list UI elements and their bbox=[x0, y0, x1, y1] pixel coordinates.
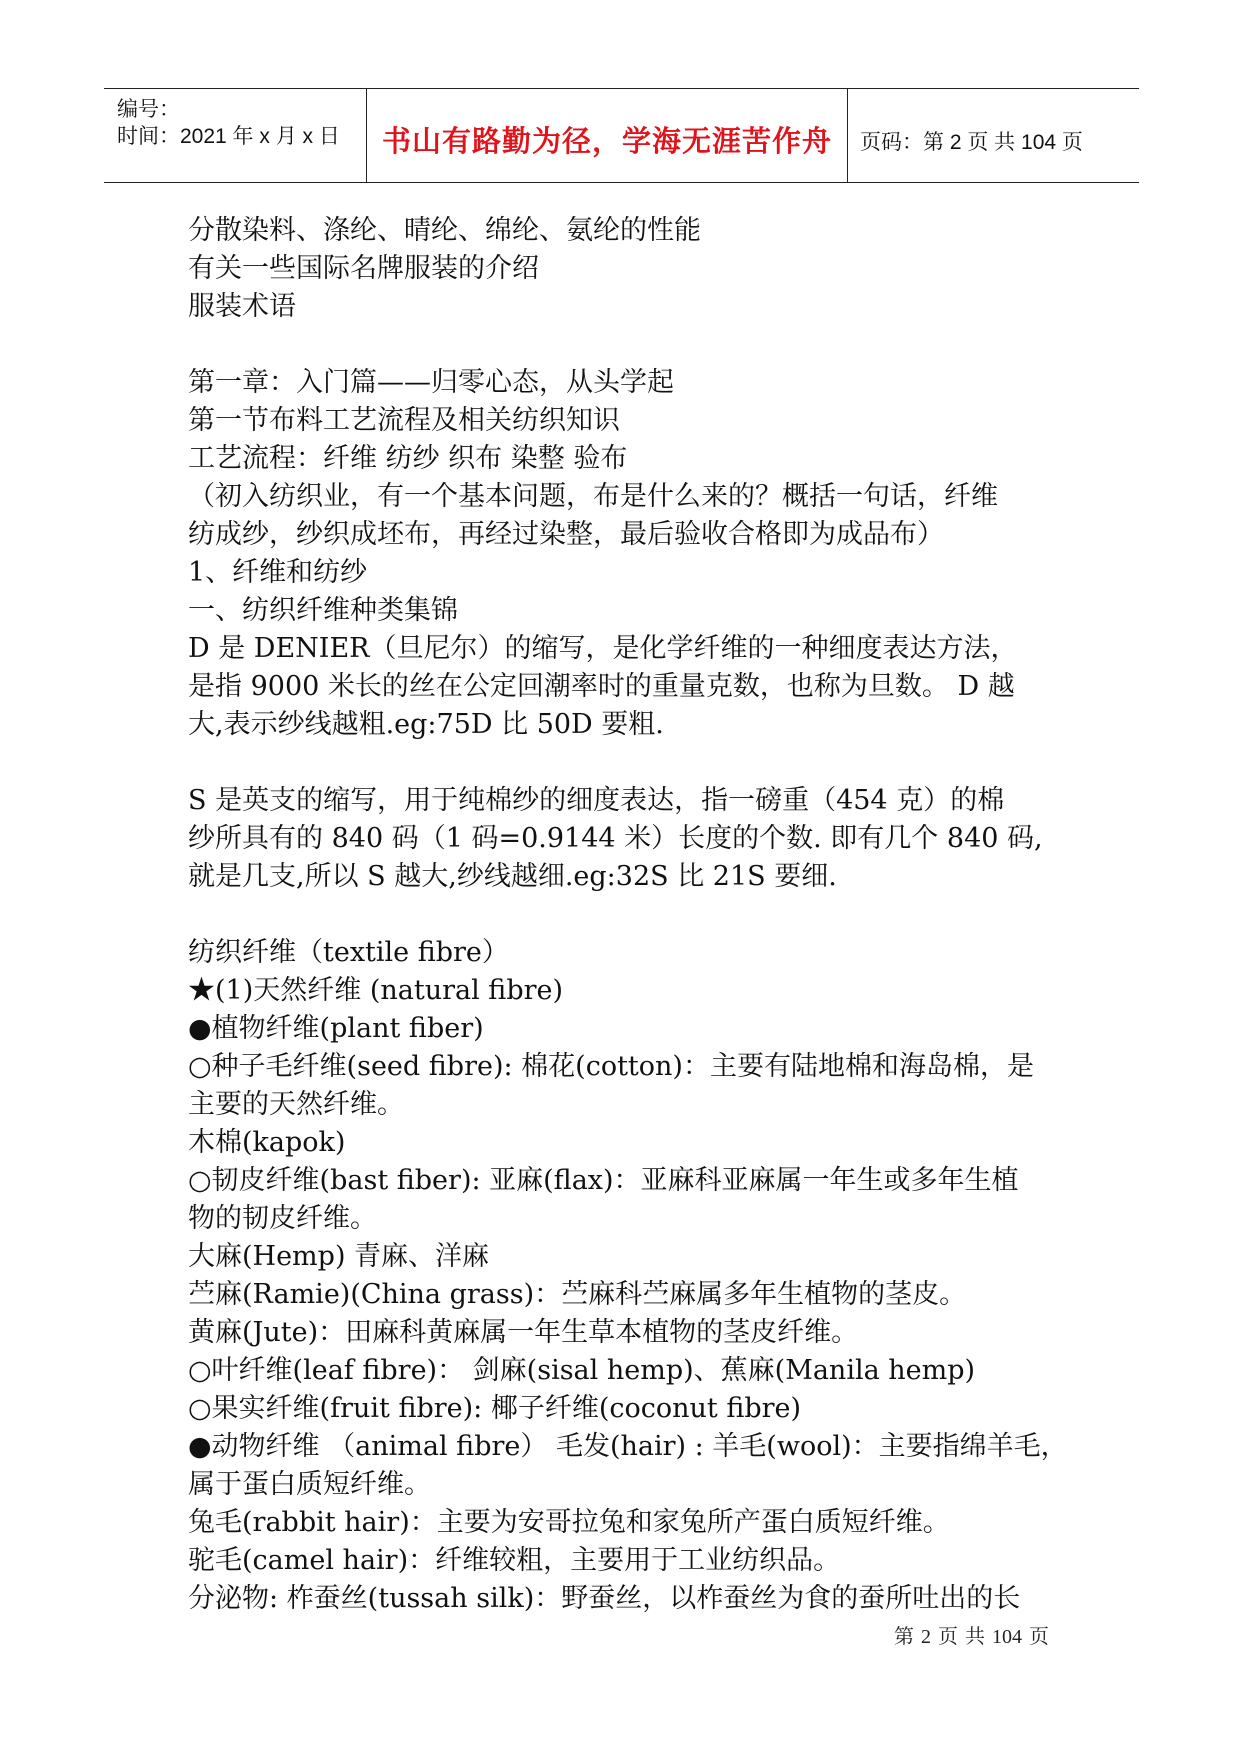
body-text-line: ○种子毛纤维(seed fibre): 棉花(cotton)：主要有陆地棉和海岛棉，是 bbox=[188, 1051, 1034, 1082]
body-text-line: 黄麻(Jute)：田麻科黄麻属一年生草本植物的茎皮纤维。 bbox=[188, 1317, 859, 1348]
paragraph-gap bbox=[188, 896, 1068, 934]
body-text-line: 纺织纤维（textile fibre） bbox=[188, 937, 509, 968]
body-text-line: 分散染料、涤纶、晴纶、绵纶、氨纶的性能 bbox=[188, 215, 701, 246]
body-text-line: 一、纺织纤维种类集锦 bbox=[188, 595, 458, 626]
body-text-line: 有关一些国际名牌服装的介绍 bbox=[188, 253, 539, 284]
header-right-cell bbox=[848, 89, 1139, 182]
body-text-line: 属于蛋白质短纤维。 bbox=[188, 1469, 431, 1500]
body-text-line: 大麻(Hemp) 青麻、洋麻 bbox=[188, 1241, 490, 1272]
body-text-line: 驼毛(camel hair)：纤维较粗，主要用于工业纺织品。 bbox=[188, 1545, 841, 1576]
header-page-info: 页码：第 2 页 共 104 页 bbox=[860, 131, 1083, 154]
body-text-line: 苎麻(Ramie)(China grass)：苎麻科苎麻属多年生植物的茎皮。 bbox=[188, 1279, 967, 1310]
body-text-line: ●植物纤维(plant fiber) bbox=[188, 1013, 484, 1044]
body-text-line: 是指 9000 米长的丝在公定回潮率时的重量克数，也称为旦数。 D 越 bbox=[188, 671, 1015, 702]
number-label: 编号： bbox=[117, 98, 180, 121]
document-body bbox=[188, 212, 1068, 1618]
body-text-line: 第一章：入门篇——归零心态，从头学起 bbox=[188, 367, 674, 398]
body-text-line: （初入纺织业，有一个基本问题，布是什么来的？概括一句话，纤维 bbox=[188, 481, 998, 512]
body-text-line: ★(1)天然纤维 (natural fibre) bbox=[188, 975, 564, 1006]
body-text-line: 物的韧皮纤维。 bbox=[188, 1203, 377, 1234]
footer-page-info: 第 2 页 共 104 页 bbox=[894, 1626, 1049, 1648]
body-text-line: 纱所具有的 840 码（1 码=0.9144 米）长度的个数. 即有几个 840 码, bbox=[188, 823, 1043, 854]
header-left-cell bbox=[104, 89, 367, 182]
paragraph-gap bbox=[188, 744, 1068, 782]
body-text-line: D 是 DENIER（旦尼尔）的缩写，是化学纤维的一种细度表达方法， bbox=[188, 633, 1018, 664]
body-text-line: ●动物纤维 （animal fibre） 毛发(hair) : 羊毛(wool)：主要指绵羊毛， bbox=[188, 1431, 1068, 1462]
body-text-line: 第一节布料工艺流程及相关纺织知识 bbox=[188, 405, 620, 436]
body-text-line: S 是英支的缩写，用于纯棉纱的细度表达，指一磅重（454 克）的棉 bbox=[188, 785, 1005, 816]
body-text-line: 兔毛(rabbit hair)：主要为安哥拉兔和家兔所产蛋白质短纤维。 bbox=[188, 1507, 950, 1538]
paragraph-gap bbox=[188, 326, 1068, 364]
header-middle-cell bbox=[367, 89, 848, 182]
body-text-line: 分泌物: 柞蚕丝(tussah silk)：野蚕丝，以柞蚕丝为食的蚕所吐出的长 bbox=[188, 1583, 1021, 1614]
body-text-line: 就是几支,所以 S 越大,纱线越细.eg:32S 比 21S 要细. bbox=[188, 861, 837, 892]
body-text-line: 木棉(kapok) bbox=[188, 1127, 346, 1158]
body-text-line: ○韧皮纤维(bast fiber): 亚麻(flax)：亚麻科亚麻属一年生或多年生植 bbox=[188, 1165, 1019, 1196]
body-text-line: 1、纤维和纺纱 bbox=[188, 557, 368, 588]
body-text-line: 大,表示纱线越粗.eg:75D 比 50D 要粗. bbox=[188, 709, 664, 740]
body-text-line: 工艺流程：纤维 纺纱 织布 染整 验布 bbox=[188, 443, 628, 474]
document-header bbox=[104, 88, 1139, 183]
motto-text: 书山有路勤为径，学海无涯苦作舟 bbox=[381, 124, 832, 158]
body-text-line: ○叶纤维(leaf fibre)： 剑麻(sisal hemp)、蕉麻(Manila hemp) bbox=[188, 1355, 976, 1386]
body-text-line: 纺成纱，纱织成坯布，再经过染整，最后验收合格即为成品布） bbox=[188, 519, 944, 550]
body-text-line: 主要的天然纤维。 bbox=[188, 1089, 404, 1120]
body-text-line: ○果实纤维(fruit fibre): 椰子纤维(coconut fibre) bbox=[188, 1393, 802, 1424]
time-label: 时间：2021 年 x 月 x 日 bbox=[117, 125, 340, 148]
body-text-line: 服装术语 bbox=[188, 291, 296, 322]
